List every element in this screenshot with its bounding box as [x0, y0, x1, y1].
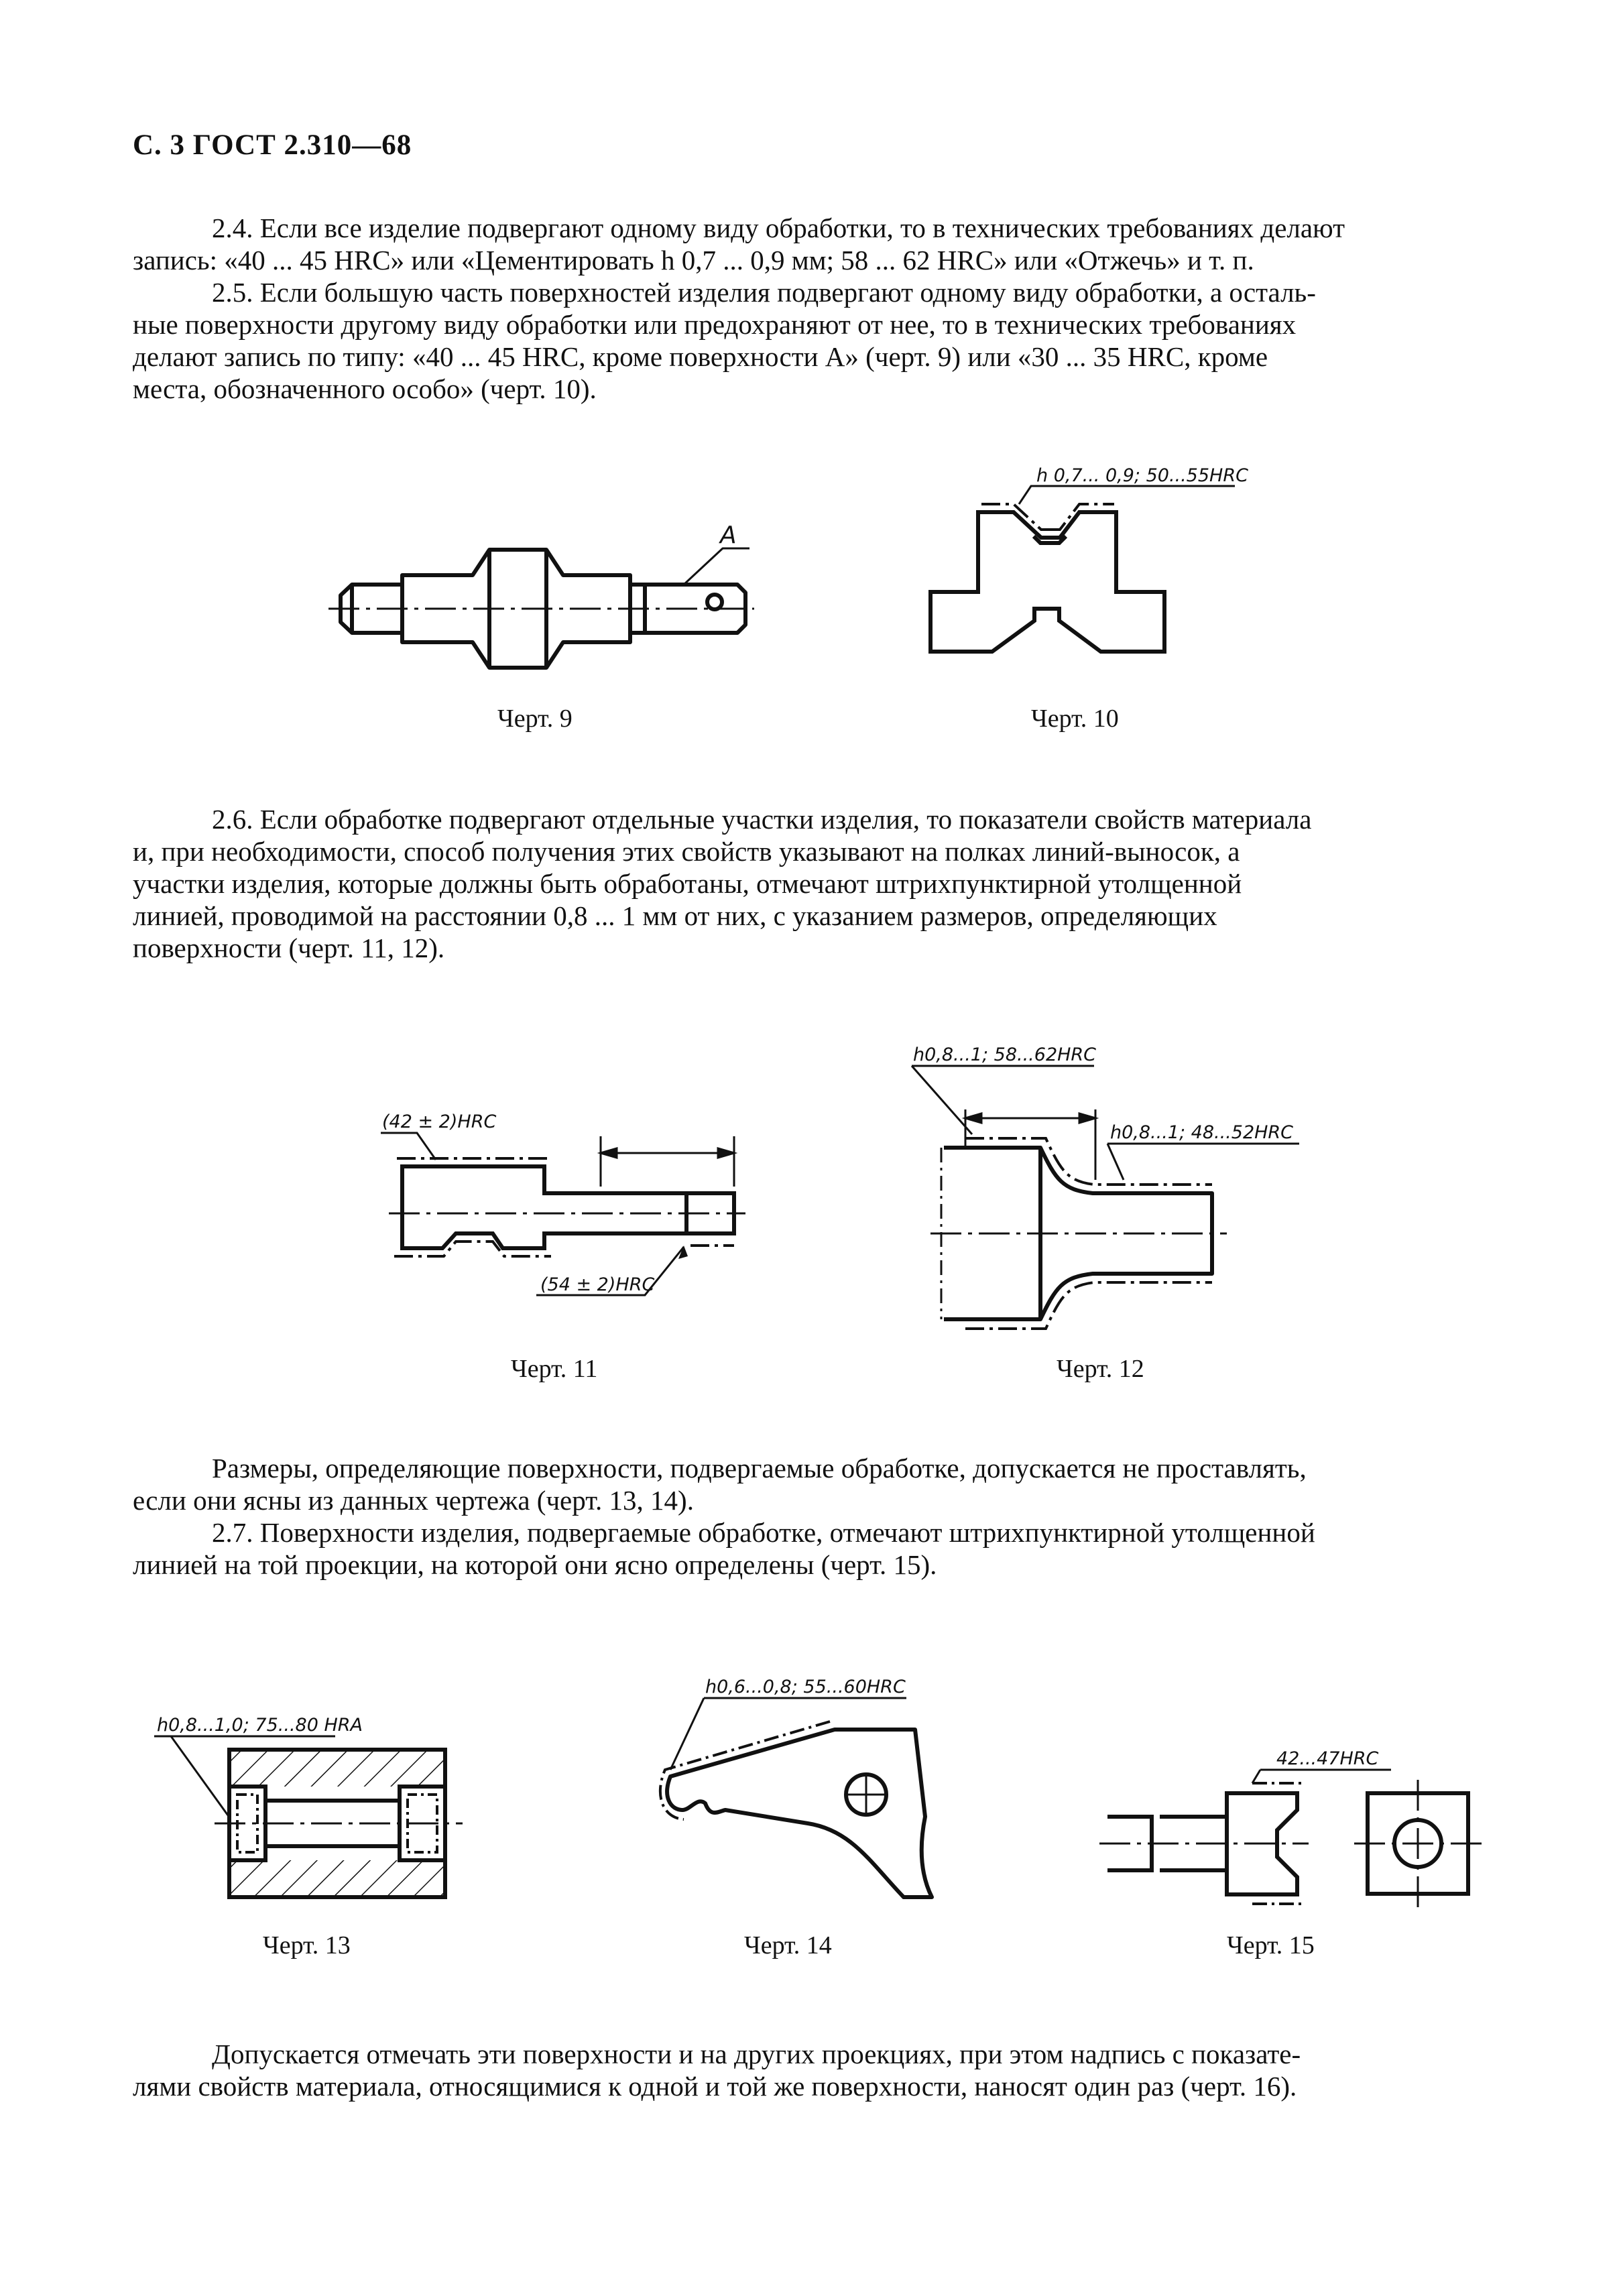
text-line: 2.5. Если большую часть поверхностей изделия подвергают одному виду обработки, а осталь-	[212, 277, 1316, 308]
caption-fig15: Черт. 15	[1227, 1931, 1315, 1959]
fig14-label: h0,6...0,8; 55...60HRC	[705, 1677, 906, 1697]
text-line: Размеры, определяющие поверхности, подвергаемые обработке, допускается не проставлять,	[212, 1453, 1307, 1484]
label-a: A	[720, 522, 737, 549]
page-header: С. 3 ГОСТ 2.310—68	[133, 129, 412, 161]
text-line: лями свойств материала, относящимися к одной и той же поверхности, наносят один раз (черт. 16).	[133, 2071, 1297, 2102]
text-line: если они ясны из данных чертежа (черт. 13, 14).	[133, 1485, 694, 1516]
text-line: запись: «40 ... 45 HRC» или «Цементировать h 0,7 ... 0,9 мм; 58 ... 62 HRC» или «Отжечь» и т. п.	[133, 245, 1254, 276]
text-line: линией, проводимой на расстоянии 0,8 ... 1 мм от них, с указанием размеров, определяющих	[133, 900, 1217, 931]
fig13-label: h0,8...1,0; 75...80 HRA	[157, 1715, 363, 1736]
text-line: участки изделия, которые должны быть обработаны, отмечают штрихпунктирной утолщенной	[133, 868, 1242, 899]
caption-fig14: Черт. 14	[744, 1931, 832, 1959]
text-line: места, обозначенного особо» (черт. 10).	[133, 373, 597, 404]
text-line: ные поверхности другому виду обработки или предохраняют от нее, то в технических требованиях	[133, 309, 1297, 340]
text-line: и, при необходимости, способ получения этих свойств указывают на полках линий-выносок, а	[133, 836, 1240, 867]
fig12-top-label: h0,8...1; 58...62HRC	[913, 1044, 1097, 1065]
text-line: 2.4. Если все изделие подвергают одному виду обработки, то в технических требованиях делают	[212, 213, 1345, 243]
text-line: поверхности (черт. 11, 12).	[133, 932, 445, 963]
caption-fig12: Черт. 12	[1057, 1355, 1144, 1383]
text-line: линией на той проекции, на которой они ясно определены (черт. 15).	[133, 1549, 937, 1580]
fig12-right-label: h0,8...1; 48...52HRC	[1110, 1122, 1294, 1143]
fig10-label: h 0,7... 0,9; 50...55HRC	[1036, 465, 1248, 486]
fig11-top-label: (42 ± 2)HRC	[382, 1111, 497, 1132]
caption-fig13: Черт. 13	[263, 1931, 351, 1959]
text-line: 2.6. Если обработке подвергают отдельные участки изделия, то показатели свойств материала	[212, 804, 1312, 835]
caption-fig10: Черт. 10	[1031, 705, 1119, 733]
paragraph-last	[133, 2038, 1489, 2102]
caption-fig11: Черт. 11	[511, 1355, 598, 1383]
text-line: Допускается отмечать эти поверхности и на других проекциях, при этом надпись с показате-	[212, 2039, 1301, 2069]
caption-fig9: Черт. 9	[497, 705, 573, 733]
fig11-bottom-label: (54 ± 2)HRC	[540, 1274, 655, 1295]
text-line: 2.7. Поверхности изделия, подвергаемые обработке, отмечают штрихпунктирной утолщенной	[212, 1517, 1315, 1548]
fig15-label: 42...47HRC	[1276, 1748, 1379, 1769]
text-line: делают запись по типу: «40 ... 45 HRC, кроме поверхности A» (черт. 9) или «30 ... 35 HRC, кроме	[133, 341, 1268, 372]
